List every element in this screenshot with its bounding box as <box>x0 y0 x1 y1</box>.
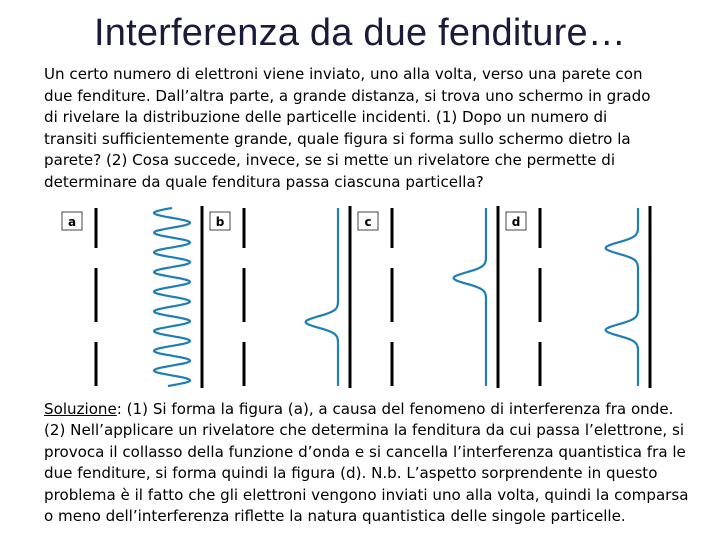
question-text <box>44 64 694 194</box>
double-slit-figure <box>60 204 663 390</box>
panel-label: c <box>364 215 372 229</box>
intensity-curve <box>606 208 638 386</box>
solution-line: (2) Nell’applicare un rivelatore che determina la fenditura da cui passa l’elettrone, si <box>44 421 685 440</box>
solution-first-line: : (1) Si forma la figura (a), a causa del fenomeno di interferenza fra onde. <box>116 400 674 418</box>
panel-label: b <box>215 215 225 229</box>
intensity-curve <box>454 208 486 386</box>
solution-line: provoca il collasso della funzione d’onda e si cancella l’interferenza quantistica fra le <box>44 442 686 461</box>
question-line: Un certo numero di elettroni viene inviato, uno alla volta, verso una parete con <box>44 65 643 83</box>
intensity-curve <box>154 208 190 386</box>
question-line: di rivelare la distribuzione delle particelle incidenti. (1) Dopo un numero di <box>44 108 608 127</box>
question-line: determinare da quale fenditura passa ciascuna particella? <box>44 172 484 191</box>
double-slit-diagram <box>60 204 663 390</box>
solution-line: problema è il fatto che gli elettroni vengono inviati uno alla volta, quindi la comparsa <box>44 485 689 504</box>
solution-line: o meno dell’interferenza riflette la natura quantistica delle singole particelle. <box>44 507 626 526</box>
solution-label: Soluzione <box>44 400 117 418</box>
panel-label: a <box>67 215 77 229</box>
question-line: due fenditure. Dall’altra parte, a grande distanza, si trova uno schermo in grado <box>44 86 651 105</box>
question-line: parete? (2) Cosa succede, invece, se si mette un rivelatore che permette di <box>44 151 616 170</box>
solution-line <box>44 399 704 420</box>
page-title: Interferenza da due fenditure… <box>93 12 626 54</box>
solution-text <box>44 399 704 527</box>
panel-label: d <box>511 215 521 229</box>
solution-line: due fenditure, si forma quindi la figura (d). N.b. L’aspetto sorprendente in questo <box>44 464 658 483</box>
question-line: transiti sufficientemente grande, quale figura si forma sullo schermo dietro la <box>44 129 631 148</box>
intensity-curve <box>306 208 338 386</box>
